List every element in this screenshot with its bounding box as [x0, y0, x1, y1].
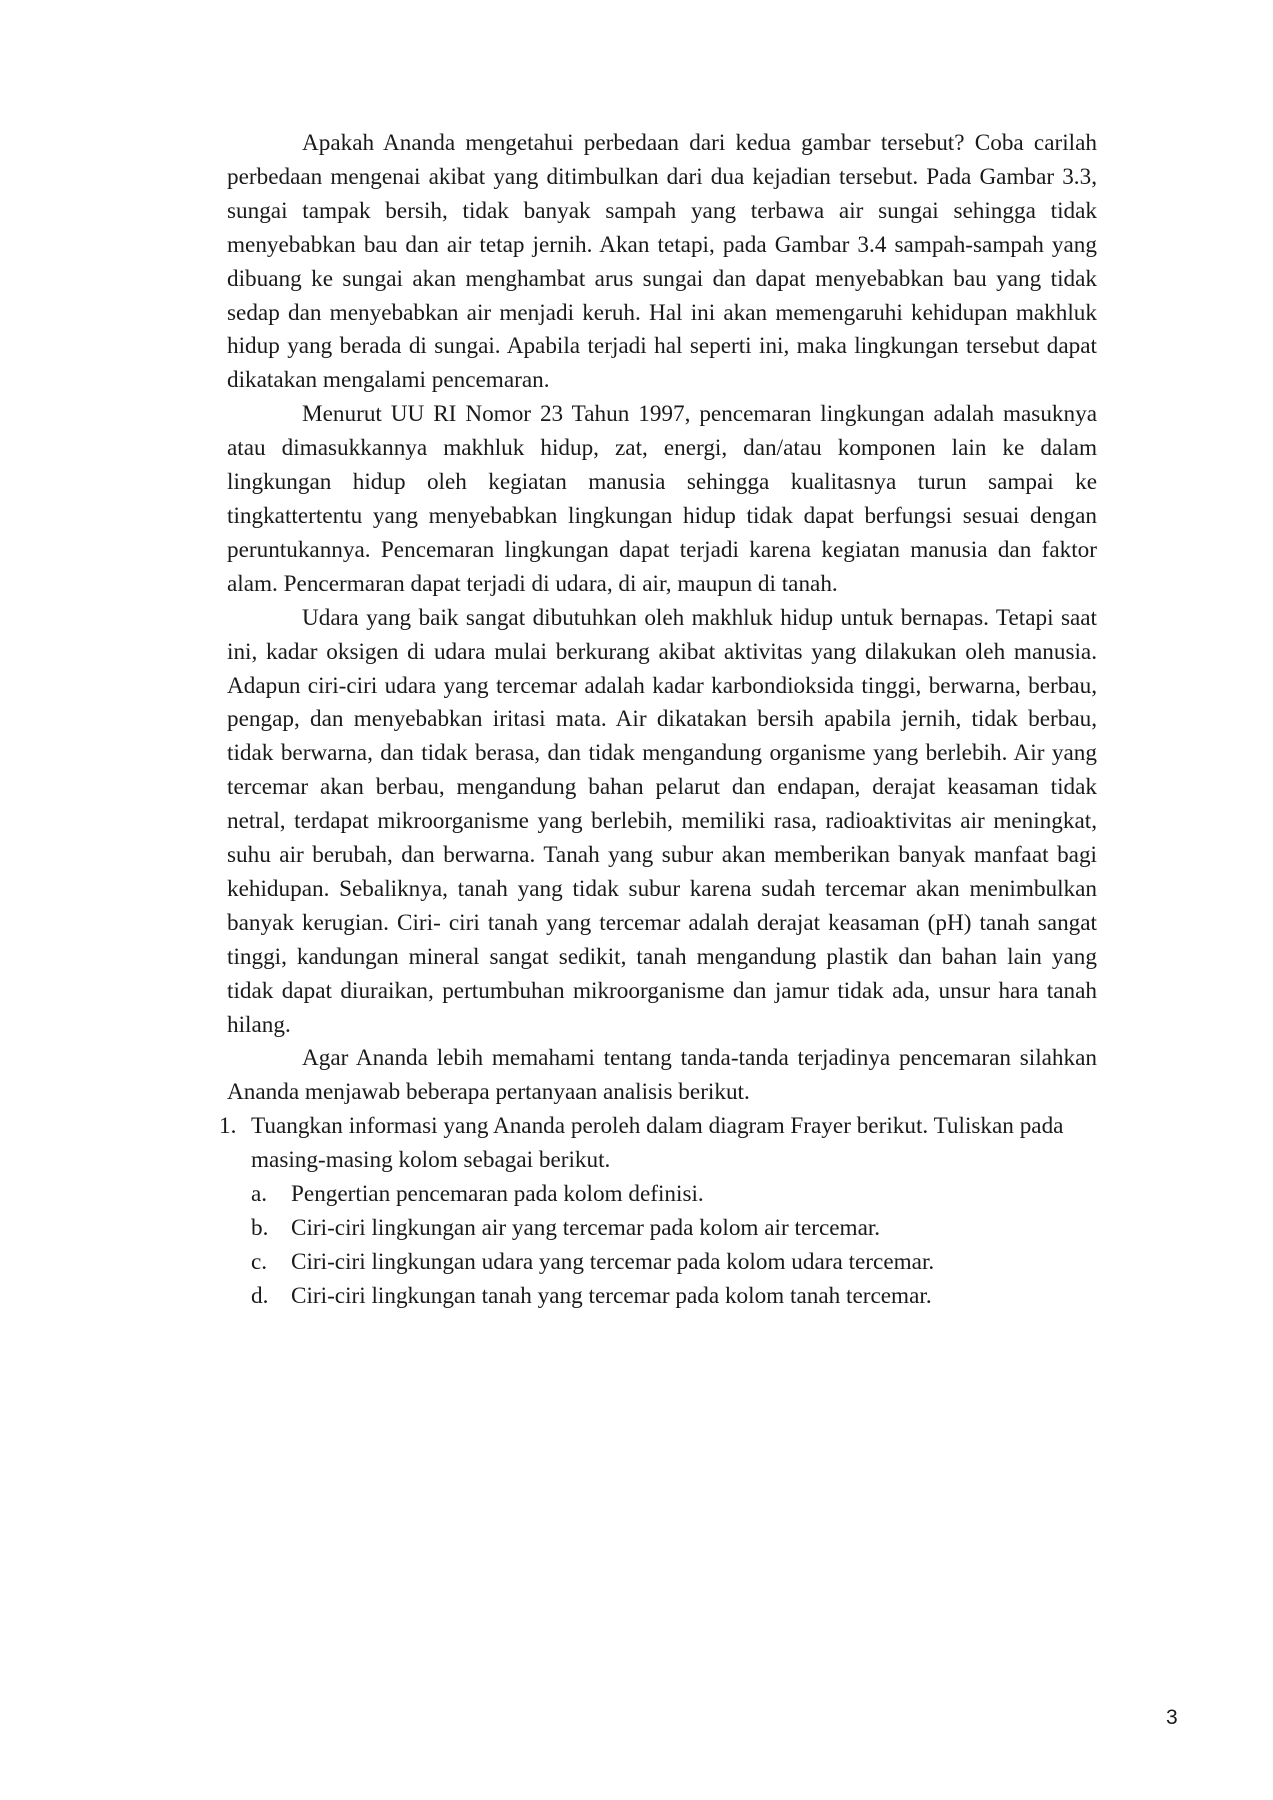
question-number: 1. [219, 1113, 237, 1140]
subitem-text: Pengertian pencemaran pada kolom definisi. [291, 1181, 704, 1208]
subitem-text: Ciri-ciri lingkungan tanah yang tercemar pada kolom tanah tercemar. [291, 1282, 932, 1309]
paragraph-pollution-characteristics: Udara yang baik sangat dibutuhkan oleh makhluk hidup untuk bernapas. Tetapi saat ini, kadar oksigen di udara mulai berkurang akibat aktivitas yang dilakukan oleh manusia. Adapun ciri-ciri udara yang tercemar adalah kadar karbondioksida tinggi, berwarna, berbau, pengap, dan menyebabkan iritasi mata. Air dikatakan bersih apabila jernih, tidak berbau, tidak berwarna, dan tidak berasa, dan tidak mengandung organisme yang berlebih. Air yang tercemar akan berbau, mengandung bahan pelarut dan endapan, derajat keasaman tidak netral, terdapat mikroorganisme yang berlebih, memiliki rasa, radioaktivitas air meningkat, suhu air berubah, dan berwarna. Tanah yang subur akan memberikan banyak manfaat bagi kehidupan. Sebaliknya, tanah yang tidak subur karena sudah tercemar akan menimbulkan banyak kerugian. Ciri- ciri tanah yang tercemar adalah derajat keasaman (pH) tanah sangat tinggi, kandungan mineral sangat sedikit, tanah mengandung plastik dan bahan lain yang tidak dapat diuraikan, pertumbuhan mikroorganisme dan jamur tidak ada, unsur hara tanah hilang. [227, 604, 1097, 1038]
subitem-letter: c. [251, 1248, 268, 1275]
subitem-letter: b. [251, 1215, 269, 1241]
subitem-letter: d. [251, 1282, 269, 1309]
subitem-air [251, 1246, 1097, 1280]
subitem-letter: a. [251, 1181, 268, 1208]
paragraph-image-comparison: Apakah Ananda mengetahui perbedaan dari kedua gambar tersebut? Coba carilah perbedaan mengenai akibat yang ditimbulkan dari dua kejadian tersebut. Pada Gambar 3.3, sungai tampak bersih, tidak banyak sampah yang terbawa air sungai sehingga tidak menyebabkan bau dan air tetap jernih. Akan tetapi, pada Gambar 3.4 sampah-sampah yang dibuang ke sungai akan menghambat arus sungai dan dapat menyebabkan bau yang tidak sedap dan menyebabkan air menjadi keruh. Hal ini akan memengaruhi kehidupan makhluk hidup yang berada di sungai. Apabila terjadi hal seperti ini, maka lingkungan tersebut dapat dikatakan mengalami pencemaran. [227, 130, 1097, 394]
paragraph-analysis-intro: Agar Ananda lebih memahami tentang tanda-tanda terjadinya pencemaran silahkan Ananda menjawab beberapa pertanyaan analisis berikut. [227, 1045, 1097, 1106]
page-body [219, 127, 1097, 1314]
subitem-definition [251, 1178, 1097, 1212]
question-text: Tuangkan informasi yang Ananda peroleh dalam diagram Frayer berikut. Tuliskan pada masing-masing kolom sebagai berikut. [251, 1113, 1064, 1174]
paragraph-pollution-definition: Menurut UU RI Nomor 23 Tahun 1997, pencemaran lingkungan adalah masuknya atau dimasukkannya makhluk hidup, zat, energi, dan/atau komponen lain ke dalam lingkungan hidup oleh kegiatan manusia sehingga kualitasnya turun sampai ke tingkattertentu yang menyebabkan lingkungan hidup tidak dapat berfungsi sesuai dengan peruntukannya. Pencemaran lingkungan dapat terjadi karena kegiatan manusia dan faktor alam. Pencermaran dapat terjadi di udara, di air, maupun di tanah. [227, 401, 1097, 597]
page-number: 3 [1166, 1706, 1178, 1729]
question-subitems [251, 1178, 1097, 1314]
question-list [219, 1110, 1097, 1313]
subitem-text: Ciri-ciri lingkungan udara yang tercemar pada kolom udara tercemar. [291, 1248, 935, 1275]
question-item [219, 1110, 1097, 1313]
subitem-water [251, 1212, 1097, 1246]
subitem-soil [251, 1280, 1097, 1314]
subitem-text: Ciri-ciri lingkungan air yang tercemar pada kolom air tercemar. [291, 1215, 881, 1241]
